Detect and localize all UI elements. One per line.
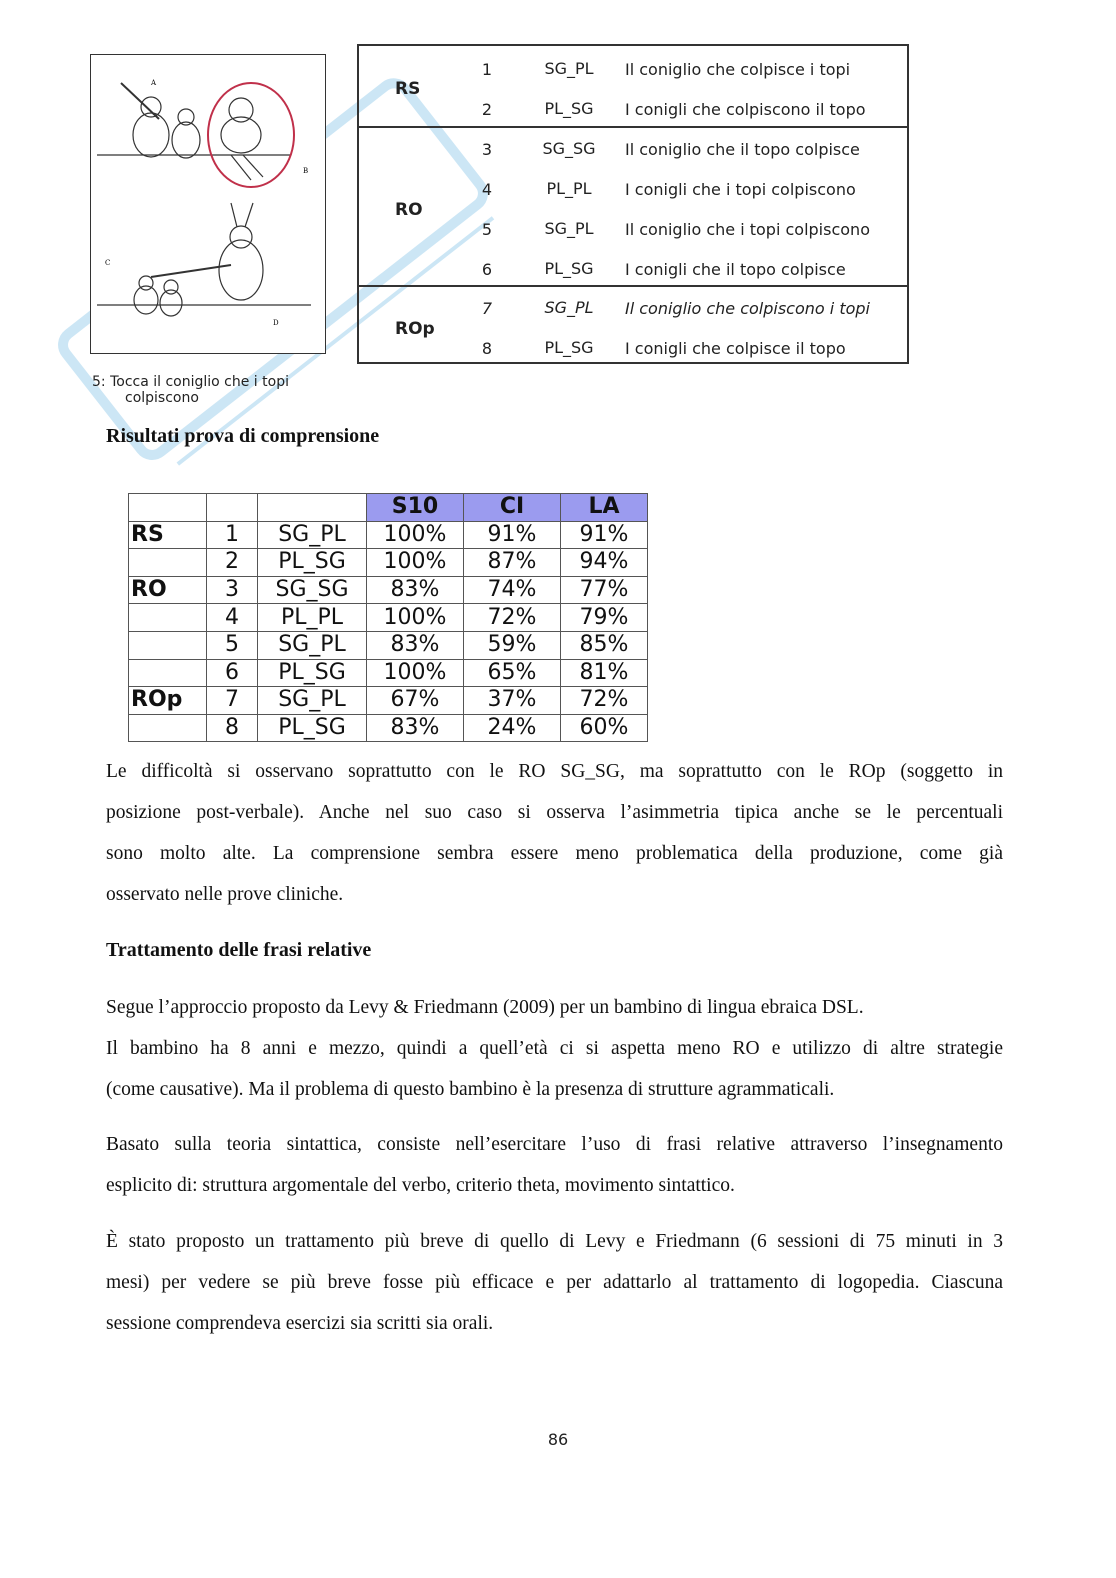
sentence-row xyxy=(359,329,907,369)
value-la: 81% xyxy=(561,659,648,687)
row-group xyxy=(129,631,207,659)
row-sentence: I conigli che il topo colpisce xyxy=(625,260,846,279)
value-ci: 87% xyxy=(464,549,561,577)
value-s10: 100% xyxy=(367,549,464,577)
panel-letter-d: D xyxy=(273,319,279,327)
text-line: esplicito di: struttura argomentale del verbo, criterio theta, movimento sintattico. xyxy=(106,1175,735,1196)
value-la: 60% xyxy=(561,714,648,742)
row-group xyxy=(129,659,207,687)
row-code: SG_PL xyxy=(258,521,367,549)
results-row xyxy=(129,549,648,577)
row-number: 8 xyxy=(207,714,258,742)
column-header-la: LA xyxy=(561,494,648,522)
figure-caption xyxy=(92,374,352,406)
value-s10: 83% xyxy=(367,714,464,742)
row-sentence: Il coniglio che i topi colpiscono xyxy=(625,220,870,239)
row-sentence: Il coniglio che il topo colpisce xyxy=(625,140,860,159)
row-number: 5 xyxy=(207,631,258,659)
value-la: 91% xyxy=(561,521,648,549)
paragraph-comprehension xyxy=(106,751,1003,915)
sentence-row xyxy=(359,130,907,170)
caption-line-2: colpiscono xyxy=(125,390,199,406)
row-code: SG_PL xyxy=(258,631,367,659)
page-number: 86 xyxy=(547,1430,569,1449)
panel-letter-c: C xyxy=(105,259,111,267)
value-ci: 65% xyxy=(464,659,561,687)
row-code: SG_SG xyxy=(258,576,367,604)
results-row xyxy=(129,687,648,715)
text-line: Il bambino ha 8 anni e mezzo, quindi a quell’età ci si aspetta meno RO e utilizzo di altre strategie xyxy=(106,1038,1003,1059)
heading-results: Risultati prova di comprensione xyxy=(106,425,380,447)
row-number: 6 xyxy=(207,659,258,687)
row-number: 6 xyxy=(481,260,493,279)
value-s10: 100% xyxy=(367,521,464,549)
results-row xyxy=(129,714,648,742)
row-number: 2 xyxy=(481,100,493,119)
row-sentence: I conigli che colpisce il topo xyxy=(625,339,846,358)
row-code: SG_PL xyxy=(544,298,594,317)
row-code: SG_PL xyxy=(544,59,594,78)
row-sentence: Il coniglio che colpisce i topi xyxy=(625,60,851,79)
text-line: sono molto alte. La comprensione sembra essere meno problematica della produzione, come già xyxy=(106,843,1003,864)
row-number: 1 xyxy=(481,60,493,79)
text-line: È stato proposto un trattamento più breve di quello di Levy e Friedmann (6 sessioni di 75 minuti in 3 xyxy=(106,1231,1003,1252)
row-group: RO xyxy=(129,576,207,604)
value-s10: 83% xyxy=(367,631,464,659)
results-row xyxy=(129,521,648,549)
panel-letter-a: A xyxy=(151,79,157,87)
row-sentence: I conigli che colpiscono il topo xyxy=(625,100,866,119)
sentence-row xyxy=(359,250,907,290)
value-ci: 72% xyxy=(464,604,561,632)
panel-letter-b: B xyxy=(303,167,309,175)
results-row xyxy=(129,631,648,659)
heading-treatment: Trattamento delle frasi relative xyxy=(106,939,372,961)
sentence-row xyxy=(359,90,907,130)
paragraph-shorter-treatment xyxy=(106,1221,1003,1344)
text-line: posizione post-verbale). Anche nel suo caso si osserva l’asimmetria tipica anche se le percentuali xyxy=(106,802,1003,823)
row-number: 1 xyxy=(207,521,258,549)
row-number: 7 xyxy=(481,299,493,318)
value-s10: 100% xyxy=(367,604,464,632)
text-line: sessione comprendeva esercizi sia scritti sia orali. xyxy=(106,1313,494,1334)
row-code: PL_SG xyxy=(544,338,594,357)
row-code: PL_SG xyxy=(258,714,367,742)
value-la: 72% xyxy=(561,687,648,715)
value-ci: 91% xyxy=(464,521,561,549)
blank-header xyxy=(129,494,207,522)
group-rop xyxy=(359,285,907,364)
value-ci: 74% xyxy=(464,576,561,604)
row-code: SG_SG xyxy=(542,139,596,158)
sentence-row xyxy=(359,289,907,329)
row-sentence: I conigli che i topi colpiscono xyxy=(625,180,856,199)
group-label: RO xyxy=(395,200,423,220)
value-la: 77% xyxy=(561,576,648,604)
value-ci: 59% xyxy=(464,631,561,659)
paragraph-approach xyxy=(106,987,1003,1110)
value-s10: 83% xyxy=(367,576,464,604)
sentence-types-table xyxy=(357,44,909,364)
text-line: Basato sulla teoria sintattica, consiste nell’esercitare l’uso di frasi relative attraverso l’insegnamento xyxy=(106,1134,1003,1155)
row-number: 7 xyxy=(207,687,258,715)
row-number: 4 xyxy=(481,180,493,199)
results-header-row xyxy=(129,494,648,522)
column-header-s10: S10 xyxy=(367,494,464,522)
results-table xyxy=(128,493,648,742)
row-code: PL_PL xyxy=(258,604,367,632)
caption-line-1: 5: Tocca il coniglio che i topi xyxy=(92,374,289,390)
row-number: 3 xyxy=(481,140,493,159)
row-sentence: Il coniglio che colpiscono i topi xyxy=(625,299,870,318)
value-la: 85% xyxy=(561,631,648,659)
blank-header xyxy=(207,494,258,522)
row-number: 8 xyxy=(481,339,493,358)
results-row xyxy=(129,576,648,604)
row-code: SG_PL xyxy=(258,687,367,715)
text-line: Segue l’approccio proposto da Levy & Friedmann (2009) per un bambino di lingua ebraica DSL. xyxy=(106,997,864,1018)
rabbit-mice-illustration xyxy=(91,55,325,353)
value-ci: 24% xyxy=(464,714,561,742)
row-code: PL_SG xyxy=(258,659,367,687)
group-ro xyxy=(359,126,907,287)
sentence-row xyxy=(359,210,907,250)
row-code: PL_SG xyxy=(258,549,367,577)
row-number: 2 xyxy=(207,549,258,577)
row-code: PL_PL xyxy=(546,179,592,198)
row-group: RS xyxy=(129,521,207,549)
results-row xyxy=(129,604,648,632)
value-s10: 100% xyxy=(367,659,464,687)
column-header-ci: CI xyxy=(464,494,561,522)
row-code: PL_SG xyxy=(544,259,594,278)
row-group: ROp xyxy=(129,687,207,715)
value-la: 94% xyxy=(561,549,648,577)
text-line: (come causative). Ma il problema di questo bambino è la presenza di strutture agrammaticali. xyxy=(106,1079,835,1100)
row-group xyxy=(129,714,207,742)
row-number: 5 xyxy=(481,220,493,239)
sentence-row xyxy=(359,50,907,90)
blank-header xyxy=(258,494,367,522)
group-label: ROp xyxy=(395,319,435,339)
sentence-row xyxy=(359,170,907,210)
value-la: 79% xyxy=(561,604,648,632)
text-line: osservato nelle prove cliniche. xyxy=(106,884,344,905)
illustration-frame xyxy=(90,54,326,354)
results-row xyxy=(129,659,648,687)
group-label: RS xyxy=(395,79,421,99)
value-ci: 37% xyxy=(464,687,561,715)
row-code: PL_SG xyxy=(544,99,594,118)
text-line: mesi) per vedere se più breve fosse più efficace e per adattarlo al trattamento di logopedia. Ciascuna xyxy=(106,1272,1003,1293)
row-number: 3 xyxy=(207,576,258,604)
value-s10: 67% xyxy=(367,687,464,715)
text-line: Le difficoltà si osservano soprattutto con le RO SG_SG, ma soprattutto con le ROp (soggetto in xyxy=(106,761,1003,782)
group-rs xyxy=(359,46,907,126)
row-group xyxy=(129,549,207,577)
paragraph-theory xyxy=(106,1124,1003,1206)
row-number: 4 xyxy=(207,604,258,632)
row-group xyxy=(129,604,207,632)
row-code: SG_PL xyxy=(544,219,594,238)
